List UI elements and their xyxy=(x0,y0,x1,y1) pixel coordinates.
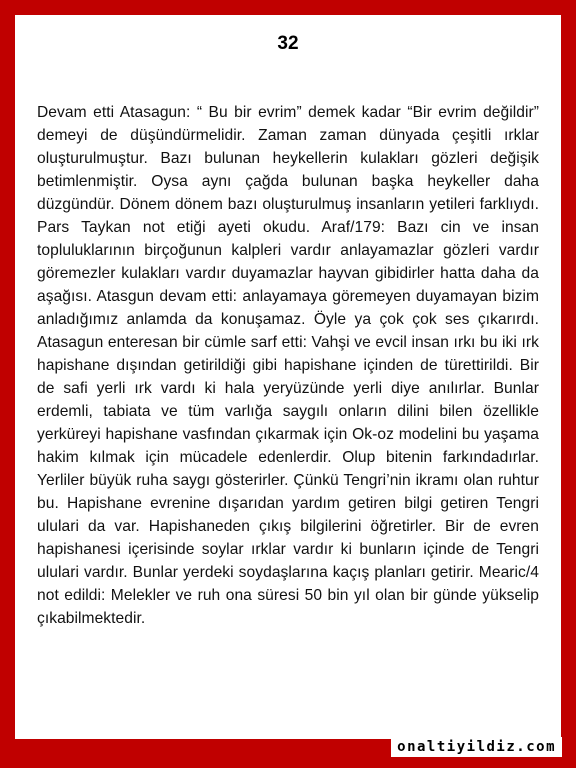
page xyxy=(15,15,561,739)
body-text: Devam etti Atasagun: “ Bu bir evrim” demek kadar “Bir evrim değildir” demeyi de düşündürmelidir. Zaman zaman dünyada çeşitli ırklar oluşturulmuştur. Bazı bulunan heykellerin kulakları gözleri değişik betimlenmiştir. Oysa aynı çağda bulunan başka heykeller daha düzgündür. Dönem dönem bazı oluşturulmuş insanların yetileri farklıydı. Pars Taykan not etiği ayeti okudu. Araf/179: Bazı cin ve insan topluluklarının birçoğunun kalpleri vardır anlayamazlar gözleri vardır göremezler kulakları vardır duyamazlar hayvan gibidirler hatta daha da aşağısı. Atasgun devam etti: anlayamaya göremeyen duyamayan bizim anladığımız anlamda da konuşamaz. Öyle ya çok çok ses çıkarırdı. Atasagun enteresan bir cümle sarf etti: Vahşi ve evcil insan ırkı bu iki ırk hapishane dışından getirildiği gibi hapishane içinden de türettirildi. Bir de safi yerli ırk vardı ki hala yeryüzünde yerli diye anılırlar. Bunlar erdemli, tabiata ve tüm varlığa saygılı onların dilini bilen özellikle yerküreyi hapishane vasfından çıkarmak için Ok-oz modelini bu yaşama hakim kılmak için mücadele edenlerdir. Olup bitenin farkındadırlar. Yerliler büyük ruha saygı gösterirler. Çünkü Tengri’nin ikramı olan ruhtur bu. Hapishane evrenine dışarıdan yardım getiren bilgi getiren Tengri ululari da var. Hapishaneden çıkış bilgilerini öğretirler. Bir de evren hapishanesi içerisinde soylar ırklar vardır ki bunların içinde de Tengri ululari vardır. Bunlar yerdeki soydaşlarına kaçış planları getirir. Mearic/4 not edildi: Melekler ve ruh ona süresi 50 bin yıl olan bir günde yükselip çıkabilmektedir. xyxy=(37,104,539,627)
page-number: 32 xyxy=(277,33,299,54)
watermark: onaltiyildiz.com xyxy=(391,737,562,757)
